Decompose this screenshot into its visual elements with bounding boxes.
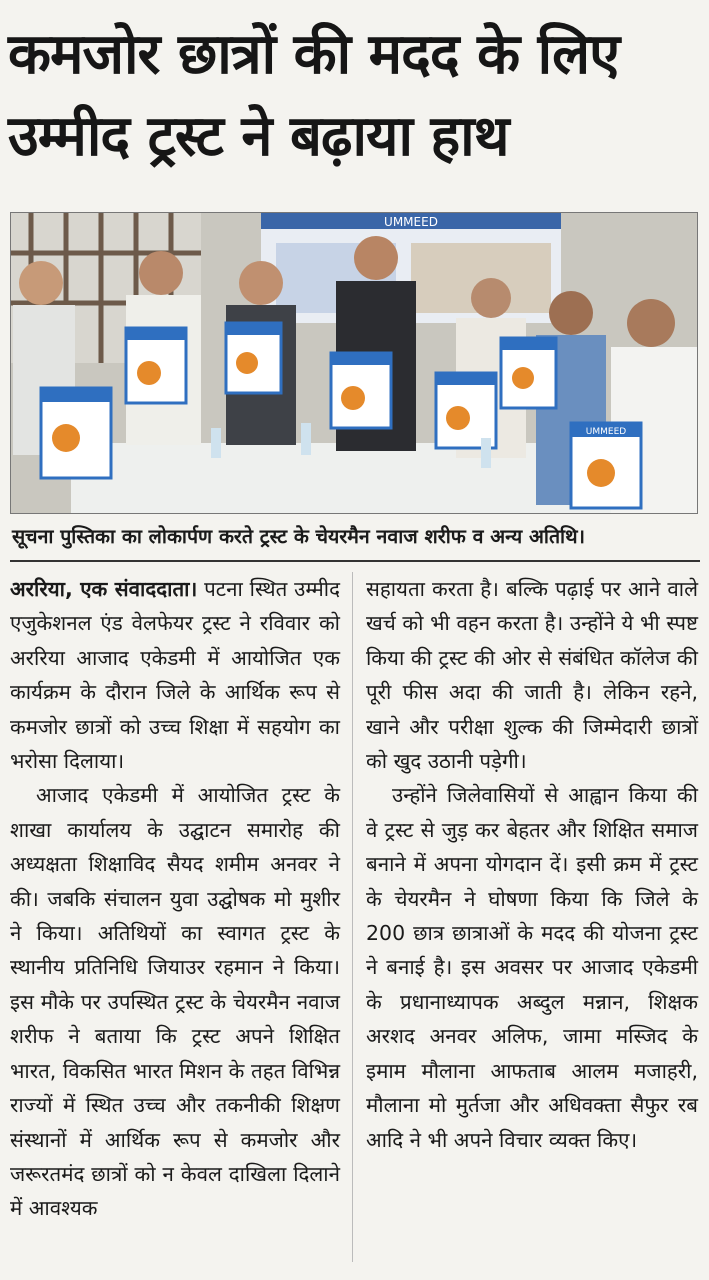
headline [8,14,701,178]
photo-illustration [11,213,697,513]
booklet-label: UMMEED [585,427,627,437]
article-column-1 [10,572,340,1226]
photo-caption: सूचना पुस्तिका का लोकार्पण करते ट्रस्ट के चेयरमैन नवाज शरीफ व अन्य अतिथि। [12,525,585,548]
paragraph-text: पटना स्थित उम्मीद एजुकेशनल एंड वेलफेयर ट्रस्ट ने रविवार को अररिया आजाद एकेडमी में आयोजित एक कार्यक्रम के दौरान जिले के आर्थिक रूप से कमजोर छात्रों को उच्च शिक्षा में सहयोग का भरोसा दिलाया। [10,577,340,774]
banner-text: UMMEED [384,215,438,229]
article-paragraph [10,572,340,778]
news-photo [10,212,698,514]
article-paragraph: सहायता करता है। बल्कि पढ़ाई पर आने वाले खर्च को भी वहन करता है। उन्होंने ये भी स्पष्ट किया की ट्रस्ट की ओर से संबंधित कॉलेज की पूरी फीस अदा की जाती है। लेकिन रहने, खाने और परीक्षा शुल्क की जिम्मेदारी छात्रों को खुद उठानी पड़ेगी। [366,577,698,774]
headline-line-2: उम्मीद ट्रस्ट ने बढ़ाया हाथ [8,104,509,169]
dateline: अररिया, एक संवाददाता। [10,577,198,601]
article-column-2 [366,572,698,1157]
headline-line-1: कमजोर छात्रों की मदद के लिए [8,22,620,87]
column-divider [352,572,353,1262]
caption-rule [10,560,700,562]
article-paragraph: उन्होंने जिलेवासियों से आह्वान किया की वे ट्रस्ट से जुड़ कर बेहतर और शिक्षित समाज बनाने में अपना योगदान दें। इसी क्रम में ट्रस्ट के चेयरमैन ने घोषणा किया कि जिले के 200 छात्र छात्राओं के मदद की योजना ट्रस्ट ने बनाई है। इस अवसर पर आजाद एकेडमी के प्रधानाध्यापक अब्दुल मन्नान, शिक्षक अरशद अनवर अलिफ, जामा मस्जिद के इमाम मौलाना आफताब आलम मजाहरी, मौलाना मो मुर्तजा और अधिवक्ता सैफुर रब आदि ने भी अपने विचार व्यक्त किए। [366,783,698,1152]
article-paragraph: आजाद एकेडमी में आयोजित ट्रस्ट के शाखा कार्यालय के उद्घाटन समारोह की अध्यक्षता शिक्षाविद सैयद शमीम अनवर ने की। जबकि संचालन युवा उद्घोषक मो मुशीर ने किया। अतिथियों का स्वागत ट्रस्ट के स्थानीय प्रतिनिधि जियाउर रहमान ने किया। इस मौके पर उपस्थित ट्रस्ट के चेयरमैन नवाज शरीफ ने बताया कि ट्रस्ट अपने शिक्षित भारत, विकसित भारत मिशन के तहत विभिन्न राज्यों में स्थित उच्च और तकनीकी शिक्षण संस्थानों में आर्थिक रूप से कमजोर और जरूरतमंद छात्रों को न केवल दाखिला दिलाने में आवश्यक [10,783,340,1221]
